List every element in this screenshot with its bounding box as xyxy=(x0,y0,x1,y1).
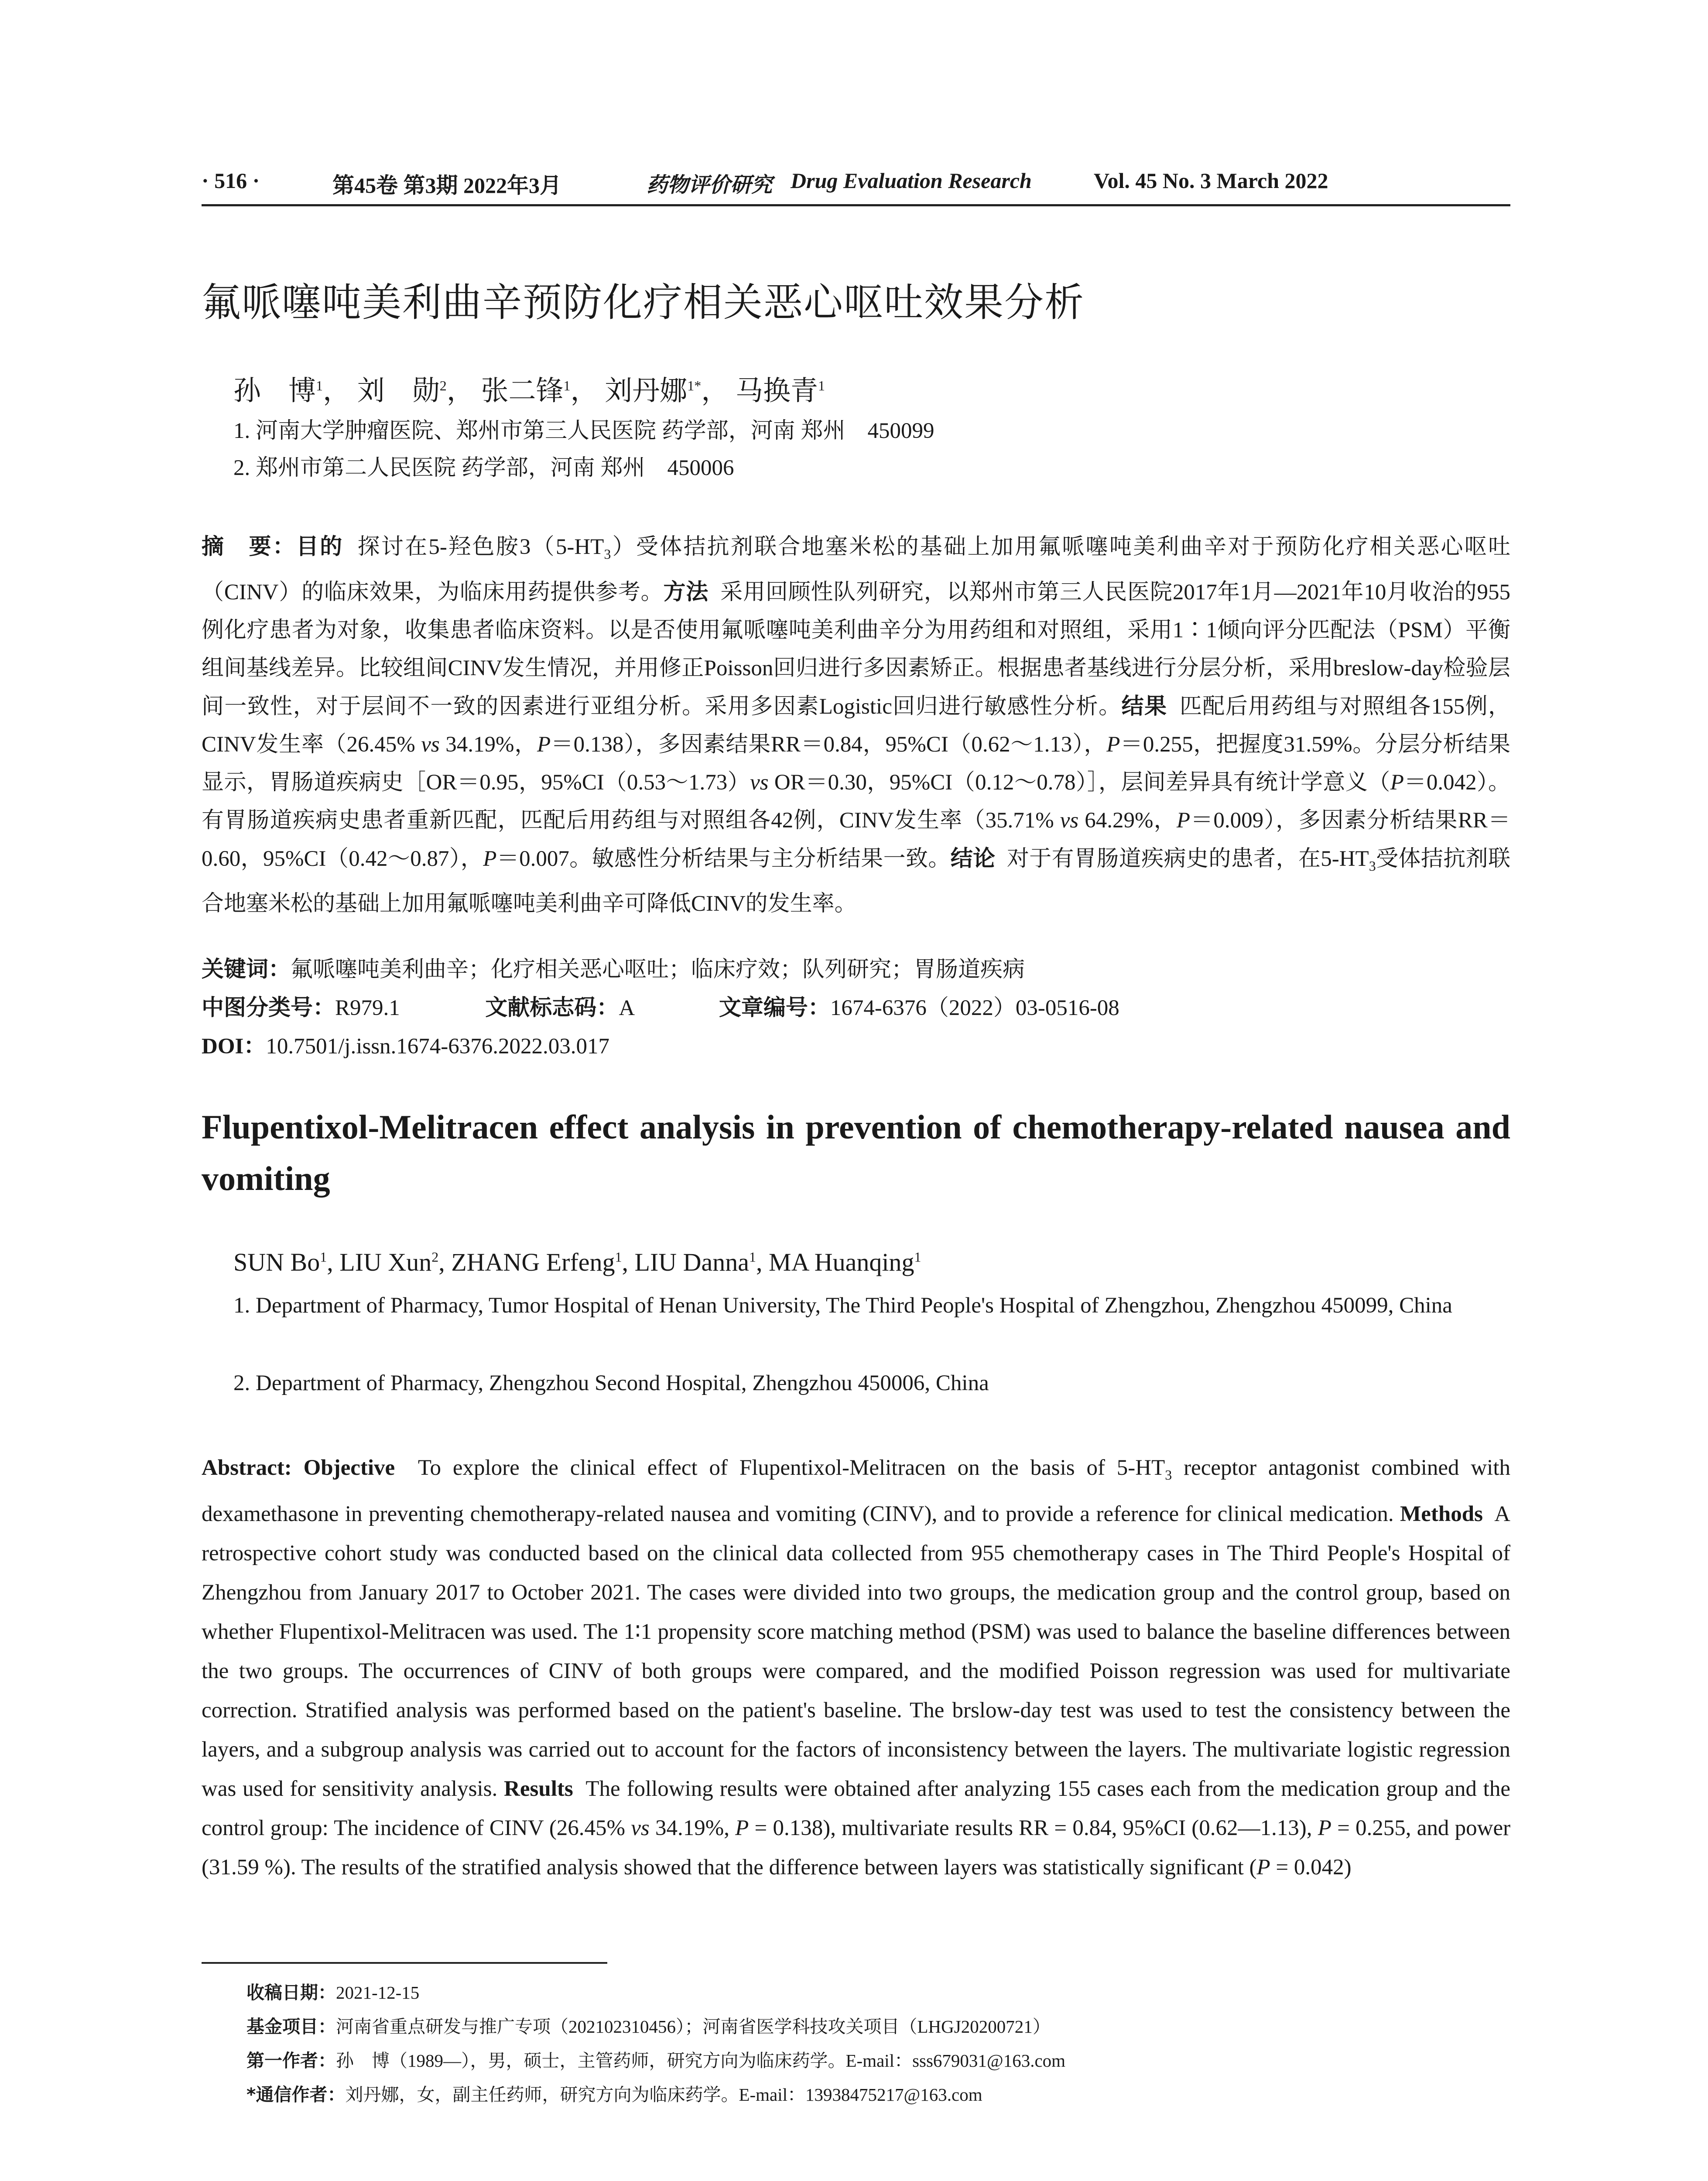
author-cn: 刘 勋 xyxy=(357,376,440,406)
doccode-value: A xyxy=(619,996,634,1020)
title-cn: 氟哌噻吨美利曲辛预防化疗相关恶心呕吐效果分析 xyxy=(202,280,1085,325)
subscript: 3 xyxy=(604,546,611,562)
abstract-label: Abstract: xyxy=(202,1456,292,1480)
fund-label: 基金项目： xyxy=(246,2016,336,2037)
corresponding-label: *通信作者： xyxy=(246,2084,346,2105)
p-italic: P xyxy=(1256,1855,1270,1880)
article-no-label: 文章编号： xyxy=(719,995,830,1021)
methods-label: 方法 xyxy=(663,579,709,605)
author-cn: 张二锋 xyxy=(481,376,564,406)
journal-name-en: Drug Evaluation Research xyxy=(791,168,1032,193)
p-italic: P xyxy=(1176,808,1191,833)
first-author-label: 第一作者： xyxy=(246,2050,336,2071)
results-text: The following results were obtained after analyzing 155 cases each from the medication group and the control group: The incidence of CINV (26.45% xyxy=(202,1777,1510,1841)
author-cn: 孙 博 xyxy=(233,376,316,406)
objective-text: To explore the clinical effect of Flupentixol-Melitracen on the basis of 5-HT xyxy=(418,1456,1165,1480)
results-text: ＝0.042）。有胃肠道疾病史患者重新匹配，匹配后用药组与对照组各42例，CINV发生率（35.71% xyxy=(202,770,1510,833)
objective-text: receptor antagonist combined with dexamethasone in preventing chemotherapy-related nausea and vomiting (CINV), and to provide a reference for clinical medication. xyxy=(202,1456,1510,1527)
affiliation-en-2: 2. Department of Pharmacy, Zhengzhou Second Hospital, Zhengzhou 450006, China xyxy=(233,1371,989,1395)
author-sep: , xyxy=(327,1248,340,1276)
author-sup: 1 xyxy=(615,1249,622,1265)
results-text: 34.19%, xyxy=(655,1816,729,1841)
author-sup: 2 xyxy=(439,378,447,393)
affiliation-cn-2: 2. 郑州市第二人民医院 药学部，河南 郑州 450006 xyxy=(233,456,734,480)
received-value: 2021-12-15 xyxy=(336,1983,420,2003)
author-sup: 2 xyxy=(431,1249,439,1265)
footnote-rule xyxy=(202,1962,607,1964)
results-text: ＝0.255，把握度31.59%。分层分析结果显示，胃肠道疾病史［OR＝0.95，95%CI（0.53～1.73） xyxy=(202,732,1510,795)
author-cn: 刘丹娜 xyxy=(605,376,688,406)
author-sep: ， xyxy=(446,376,474,406)
results-text: 64.29%， xyxy=(1085,808,1177,833)
first-author-value: 孙 博（1989—），男，硕士，主管药师，研究方向为临床药学。E-mail：sss679031@163.com xyxy=(336,2051,1066,2071)
author-en: ZHANG Erfeng xyxy=(451,1248,615,1276)
author-sep: , xyxy=(438,1248,452,1276)
footnote-corresponding xyxy=(246,2080,982,2106)
keywords-cn xyxy=(202,951,1025,983)
doccode-label: 文献标志码： xyxy=(485,995,619,1021)
vs-italic: vs xyxy=(631,1816,650,1841)
author-sep: , xyxy=(756,1248,769,1276)
author-en: SUN Bo xyxy=(233,1248,320,1276)
doi-label: DOI： xyxy=(202,1034,266,1059)
results-label: 结果 xyxy=(1121,694,1167,720)
abstract-cn xyxy=(202,528,1510,923)
title-en: Flupentixol-Melitracen effect analysis in prevention of chemotherapy-related nausea and vomiting xyxy=(202,1108,1510,1197)
results-text: = 0.255, and power (31.59 %). The results of the stratified analysis showed that the difference between layers was statistically significant ( xyxy=(202,1816,1511,1880)
objective-text: 探讨在5-羟色胺3（5-HT xyxy=(357,535,604,559)
running-header xyxy=(202,168,1510,198)
p-italic: P xyxy=(1390,770,1404,795)
issue-en: Vol. 45 No. 3 March 2022 xyxy=(1094,168,1328,193)
author-sup: 1 xyxy=(914,1249,921,1265)
keywords-label: 关键词： xyxy=(202,957,291,982)
header-rule xyxy=(202,204,1510,206)
article-no-value: 1674-6376（2022）03-0516-08 xyxy=(830,996,1119,1020)
author-sup: 1 xyxy=(749,1249,756,1265)
keywords-text: 氟哌噻吨美利曲辛；化疗相关恶心呕吐；临床疗效；队列研究；胃肠道疾病 xyxy=(291,957,1025,982)
authors-en xyxy=(233,1248,921,1277)
abstract-label: 摘 要： xyxy=(202,534,297,560)
p-italic: P xyxy=(1318,1816,1331,1841)
results-text: ＝0.009），多因素分析结果RR＝0.60，95%CI（0.42～0.87）， xyxy=(202,808,1511,872)
author-cn: 马换青 xyxy=(736,376,818,406)
affiliation-en-1: 1. Department of Pharmacy, Tumor Hospital of Henan University, The Third People's Hospital of Zhengzhou, Zhengzhou 450099, China xyxy=(233,1293,1452,1318)
footnote-first-author xyxy=(246,2046,1065,2072)
conclusion-text: 对于有胃肠道疾病史的患者，在5-HT xyxy=(1006,847,1369,872)
author-sup: 1 xyxy=(563,378,571,393)
author-sep: ， xyxy=(570,376,598,406)
clc-label: 中图分类号： xyxy=(202,995,335,1021)
results-text: ＝0.138），多因素结果RR＝0.84，95%CI（0.62～1.13）， xyxy=(551,732,1107,757)
author-en: LIU Danna xyxy=(634,1248,750,1276)
footnote-received xyxy=(246,1978,419,2004)
abstract-en xyxy=(202,1448,1510,1887)
author-sup: 1* xyxy=(687,378,702,393)
author-sep: ， xyxy=(701,376,729,406)
author-sup: 1 xyxy=(320,1249,327,1265)
results-text: = 0.138), multivariate results RR = 0.84, 95%CI (0.62—1.13), xyxy=(754,1816,1312,1841)
journal-logo: 药物评价研究 xyxy=(647,174,773,197)
conclusion-text: 受体拮抗剂联合地塞米松的基础上加用氟哌噻吨美利曲辛可降低CINV的发生率。 xyxy=(202,847,1511,916)
classification-line xyxy=(202,989,1119,1022)
p-italic: P xyxy=(735,1816,749,1841)
conclusion-label: 结论 xyxy=(950,846,996,872)
vs-italic: vs xyxy=(1060,808,1079,833)
authors-cn xyxy=(233,369,825,408)
methods-text: 采用回顾性队列研究，以郑州市第三人民医院2017年1月—2021年10月收治的955例化疗患者为对象，收集患者临床资料。以是否使用氟哌噻吨美利曲辛分为用药组和对照组，采用1∶1倾向评分匹配法（PSM）平衡组间基线差异。比较组间CINV发生情况，并用修正Poisson回归进行多因素矫正。根据患者基线进行分层分析，采用breslow-day检验层间一致性，对于层间不一致的因素进行亚组分析。采用多因素Logistic回归进行敏感性分析。 xyxy=(202,580,1511,719)
objective-label: Objective xyxy=(303,1456,395,1480)
clc-value: R979.1 xyxy=(335,996,400,1020)
objective-label: 目的 xyxy=(296,534,344,560)
p-italic: P xyxy=(1106,732,1120,757)
author-sup: 1 xyxy=(818,378,825,393)
methods-label: Methods xyxy=(1400,1502,1483,1527)
results-text: = 0.042) xyxy=(1276,1855,1352,1880)
author-sep: ， xyxy=(323,376,350,406)
page-number: · 516 · xyxy=(202,168,260,193)
fund-value: 河南省重点研发与推广专项（202102310456）；河南省医学科技攻关项目（LHGJ20200721） xyxy=(336,2017,1051,2037)
vs-italic: vs xyxy=(421,732,440,757)
p-italic: P xyxy=(483,847,497,872)
corresponding-value: 刘丹娜，女，副主任药师，研究方向为临床药学。E-mail：13938475217@163.com xyxy=(345,2085,982,2105)
author-en: MA Huanqing xyxy=(769,1248,914,1276)
results-text: 34.19%， xyxy=(445,732,537,757)
results-text: OR＝0.30，95%CI（0.12～0.78）］，层间差异具有统计学意义（ xyxy=(774,770,1390,795)
results-text: ＝0.007。敏感性分析结果与主分析结果一致。 xyxy=(496,847,951,872)
doi-value: 10.7501/j.issn.1674-6376.2022.03.017 xyxy=(266,1034,610,1059)
affiliation-cn-1: 1. 河南大学肿瘤医院、郑州市第三人民医院 药学部，河南 郑州 450099 xyxy=(233,419,934,443)
footnote-fund xyxy=(246,2012,1051,2038)
author-en: LIU Xun xyxy=(339,1248,432,1276)
author-sup: 1 xyxy=(316,378,323,393)
issue-cn: 第45卷 第3期 2022年3月 xyxy=(332,173,561,198)
p-italic: P xyxy=(537,732,551,757)
results-label: Results xyxy=(504,1777,573,1802)
vs-italic: vs xyxy=(750,770,769,795)
subscript: 3 xyxy=(1165,1467,1172,1483)
author-sep: , xyxy=(622,1248,635,1276)
received-label: 收稿日期： xyxy=(246,1982,336,2003)
doi-line xyxy=(202,1028,609,1060)
methods-text: A retrospective cohort study was conducted based on the clinical data collected from 955 chemotherapy cases in The Third People's Hospital of Zhengzhou from January 2017 to October 2021. The cases were divided into two groups, the medication group and the control group, based on whether Flupentixol-Melitracen was used. The 1∶1 propensity score matching method (PSM) was used to balance the baseline differences between the two groups. The occurrences of CINV of both groups were compared, and the modified Poisson regression was used for multivariate correction. Stratified analysis was performed based on the patient's baseline. The brslow-day test was used to test the consistency between the layers, and a subgroup analysis was carried out to account for the factors of inconsistency between the layers. The multivariate logistic regression was used for sensitivity analysis. xyxy=(202,1502,1511,1802)
objective-text: ）受体拮抗剂联合地塞米松的基础上加用氟哌噻吨美利曲辛对于预防化疗相关恶心呕吐（CINV）的临床效果，为临床用药提供参考。 xyxy=(202,535,1510,605)
subscript: 3 xyxy=(1369,858,1376,874)
results-text: 匹配后用药组与对照组各155例，CINV发生率（26.45% xyxy=(202,694,1510,757)
